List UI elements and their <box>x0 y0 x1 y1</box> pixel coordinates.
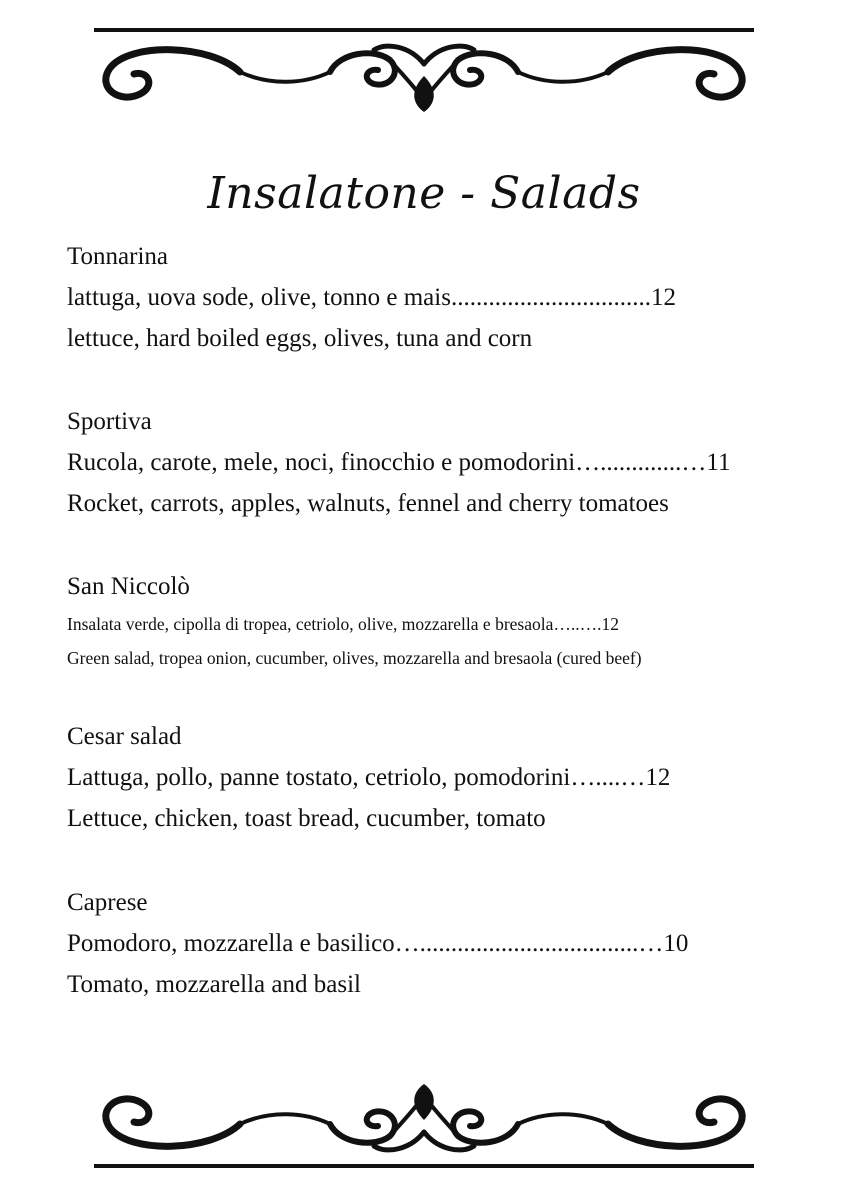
menu-item <box>67 566 779 675</box>
menu-item-name: Caprese <box>67 889 148 916</box>
menu-item <box>67 882 779 1005</box>
menu-item-english: Tomato, mozzarella and basil <box>67 971 361 998</box>
menu-item-english: Rocket, carrots, apples, walnuts, fennel and cherry tomatoes <box>67 490 669 517</box>
menu-item <box>67 401 779 524</box>
menu-item-name: Tonnarina <box>67 243 168 270</box>
scroll-ornament-bottom-icon <box>90 1080 758 1172</box>
menu-item-italian: Insalata verde, cipolla di tropea, cetriolo, olive, mozzarella e bresaola…..….12 <box>67 614 619 634</box>
menu-item-name: Sportiva <box>67 408 152 435</box>
menu-item-italian: Lattuga, pollo, panne tostato, cetriolo, pomodorini…....…12 <box>67 764 671 791</box>
menu-item-english: lettuce, hard boiled eggs, olives, tuna and corn <box>67 325 533 352</box>
menu-item-english: Green salad, tropea onion, cucumber, olives, mozzarella and bresaola (cured beef) <box>67 648 642 668</box>
menu-item-name: San Niccolò <box>67 573 190 600</box>
menu-item <box>67 716 779 839</box>
menu-item-english: Lettuce, chicken, toast bread, cucumber, tomato <box>67 805 546 832</box>
scroll-ornament-top-icon <box>90 24 758 116</box>
page-title: Insalatone - Salads <box>207 168 641 219</box>
menu-item-italian: Pomodoro, mozzarella e basilico…...................................…10 <box>67 930 689 957</box>
menu-item-italian: Rucola, carote, mele, noci, finocchio e pomodorini….............…11 <box>67 449 731 476</box>
menu-item-italian: lattuga, uova sode, olive, tonno e mais................................12 <box>67 284 676 311</box>
menu-item <box>67 236 779 359</box>
menu-item-name: Cesar salad <box>67 723 182 750</box>
